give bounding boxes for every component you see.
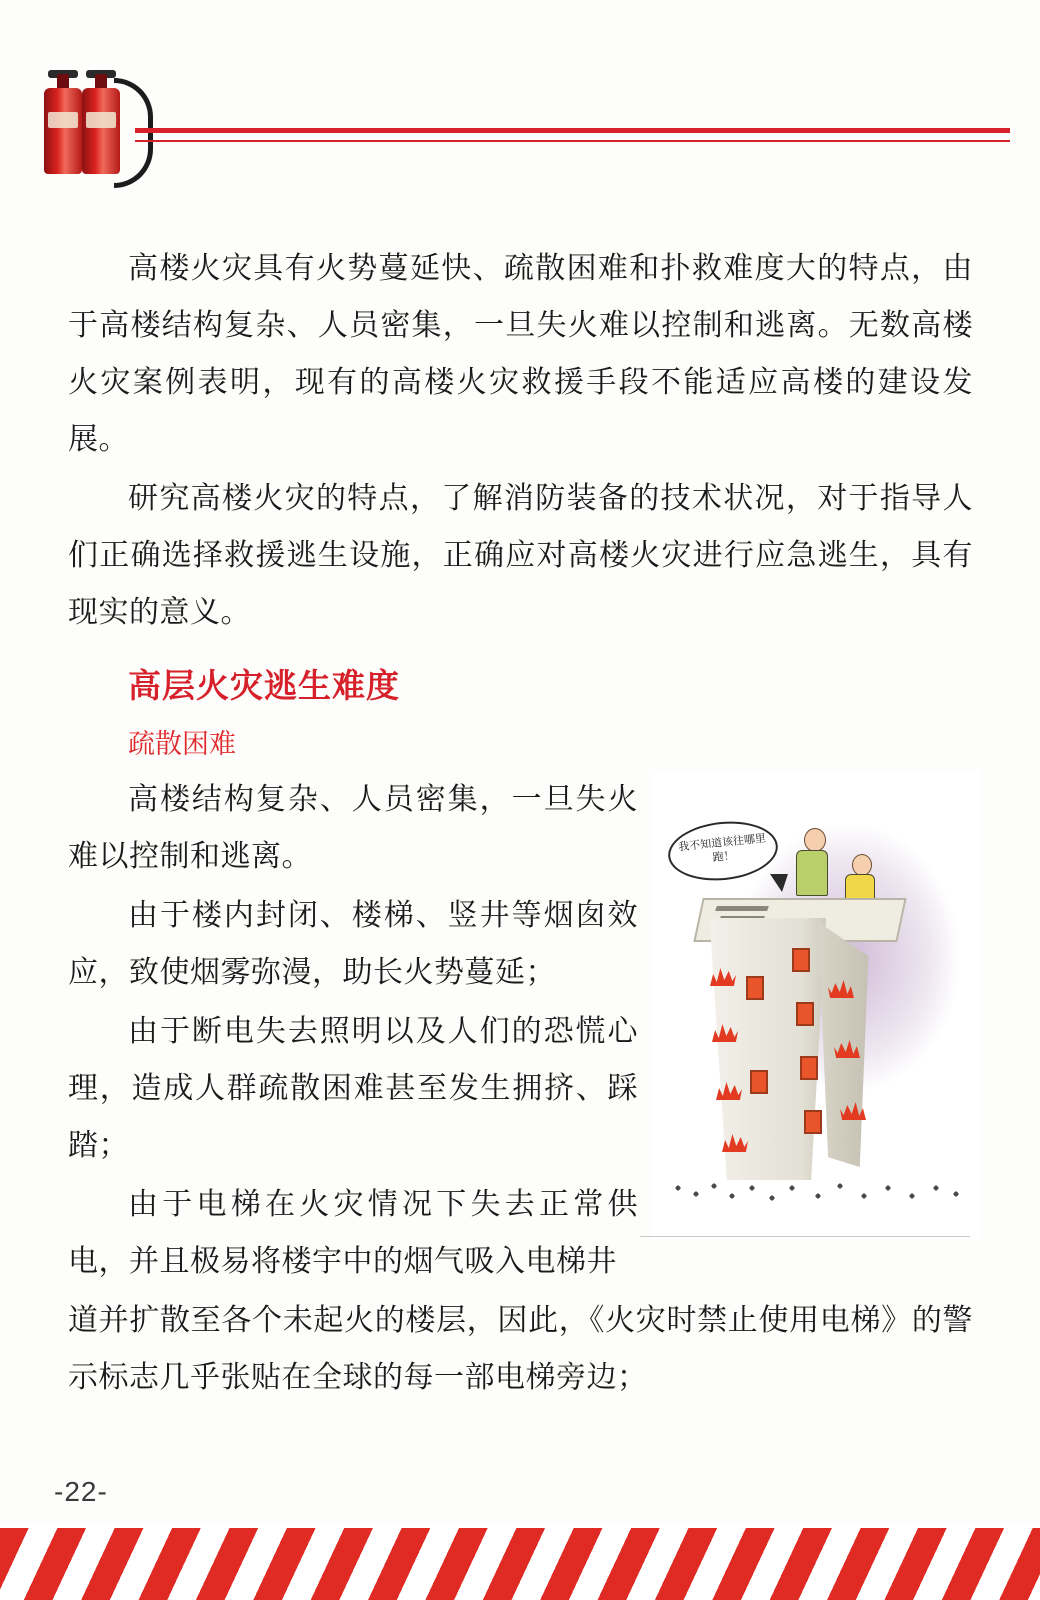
sub-section-title: 疏散困难 bbox=[128, 729, 236, 759]
paragraph-5: 由于断电失去照明以及人们的恐慌心理，造成人群疏散困难甚至发生拥挤、踩踏； bbox=[68, 1015, 638, 1162]
speech-bubble: 我不知道该往哪里跑！ bbox=[665, 816, 780, 885]
paragraph-4: 由于楼内封闭、楼梯、竖井等烟囱效应，致使烟雾弥漫，助长火势蔓延； bbox=[68, 899, 638, 989]
page-number: -22- bbox=[54, 1476, 108, 1507]
paragraph-3: 高楼结构复杂、人员密集，一旦失火难以控制和逃离。 bbox=[68, 783, 638, 873]
paragraph-1: 高楼火灾具有火势蔓延快、疏散困难和扑救难度大的特点，由于高楼结构复杂、人员密集，一旦失火难以控制和逃离。无数高楼火灾案例表明，现有的高楼火灾救援手段不能适应高楼的建设发展。 bbox=[68, 252, 973, 456]
paragraph-7: 道并扩散至各个未起火的楼层，因此，《火灾时禁止使用电梯》的警示标志几乎张贴在全球的每一部电梯旁边； bbox=[68, 1304, 973, 1394]
header-rule bbox=[135, 128, 1010, 133]
extinguisher-label bbox=[86, 112, 116, 128]
page-header bbox=[0, 0, 1040, 200]
extinguisher-label bbox=[48, 112, 78, 128]
paragraph-6: 由于电梯在火灾情况下失去正常供电，并且极易将楼宇中的烟气吸入电梯井 bbox=[68, 1188, 638, 1278]
footer-stripes bbox=[0, 1525, 1040, 1600]
extinguisher-body bbox=[82, 88, 120, 174]
fire-extinguisher-icon bbox=[36, 56, 136, 186]
section-title: 高层火灾逃生难度 bbox=[128, 667, 400, 704]
extinguisher-body bbox=[44, 88, 82, 174]
page-content bbox=[68, 240, 973, 1408]
paragraph-2: 研究高楼火灾的特点，了解消防装备的技术状况，对于指导人们正确选择救援逃生设施，正确应对高楼火灾进行应急逃生，具有现实的意义。 bbox=[68, 482, 973, 629]
header-rule-thin bbox=[135, 140, 1010, 142]
